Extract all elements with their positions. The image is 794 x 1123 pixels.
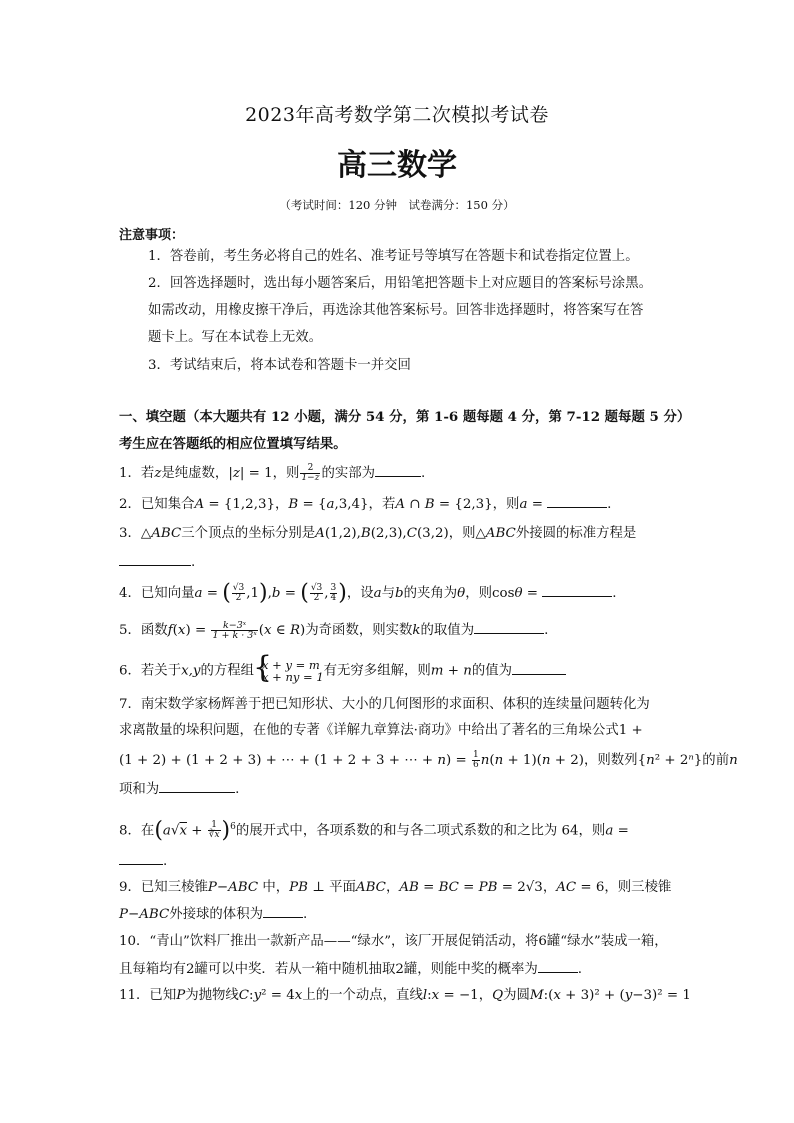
q1-frac-num: 2 (300, 464, 320, 474)
notice-item-3: 3．考试结束后，将本试卷和答题卡一并交回 (148, 358, 411, 373)
q3-text: 三个顶点的坐标分别是 (181, 526, 316, 541)
q3-text: (2,3), (370, 526, 407, 541)
notice-heading: 注意事项： (119, 228, 185, 243)
q6-text: 的方程组 (200, 663, 255, 679)
q5-fraction (211, 621, 257, 640)
exam-info: （考试时间：120 分钟 试卷满分：150 分） (279, 198, 515, 212)
q4-text: ，设 (346, 586, 374, 601)
q7-var: n (494, 753, 504, 768)
question-3 (119, 525, 636, 543)
q1-text: 是纯虚数，| (161, 466, 233, 481)
q3-var: C (406, 526, 417, 541)
q1-var: z (154, 466, 162, 481)
q5-text: ( (258, 623, 264, 638)
q9-var: P−ABC (119, 907, 170, 922)
q2-text: = (527, 497, 548, 512)
q11-text: 上的一个动点，直线 (302, 988, 423, 1003)
q11-text: + 3)² + ( (560, 988, 625, 1003)
q2-var: B (424, 497, 435, 512)
q11-var: x (553, 988, 561, 1003)
q3-text: △ (140, 526, 152, 541)
q2-text: 2．已知集合 (119, 497, 195, 512)
q4-text: = (280, 586, 301, 601)
q9-var: AC (556, 880, 577, 895)
q5-text: ∈ (271, 623, 290, 638)
q7-fraction (472, 751, 480, 770)
q11-text: ² = 4 (261, 988, 295, 1003)
q11-text: = −1， (439, 988, 493, 1003)
exam-title: 2023年高考数学第二次模拟考试卷 (245, 104, 549, 126)
q4-paren: ( (300, 580, 309, 606)
q5-period: . (544, 623, 549, 638)
answer-blank-7[interactable] (159, 780, 235, 793)
q5-var: R (289, 623, 301, 638)
q9-text: = 6，则三棱锥 (576, 880, 672, 895)
q4-frac (232, 584, 245, 603)
q8-sqrt: √ (170, 823, 180, 839)
q8-var: a (605, 823, 614, 839)
q11-text: 为圆 (503, 988, 530, 1003)
q2-text: ,3,4}，若 (334, 497, 396, 512)
q9-text: ⊥ 平面 (308, 880, 356, 895)
q4-text: 4．已知向量 (119, 586, 195, 601)
q6-equation-system (253, 650, 324, 685)
q11-var: P (176, 988, 186, 1003)
q9-var: ABC (355, 880, 386, 895)
q9-var: PB (289, 880, 309, 895)
section-instruction: 考生应在答题纸的相应位置填写结果。 (119, 436, 347, 452)
q8-period: . (163, 854, 168, 869)
q9-text: = (458, 880, 479, 895)
q11-var: x (294, 988, 303, 1003)
q5-text: 的取值为 (420, 623, 475, 638)
answer-blank-3[interactable] (119, 553, 191, 566)
question-11 (119, 987, 691, 1005)
q4-var: b (395, 586, 404, 601)
q11-var: x (431, 988, 440, 1003)
q1-frac-den: 1−z (301, 473, 320, 483)
q9-text: = 2√3， (497, 880, 557, 895)
q3-period: . (191, 555, 196, 570)
q6-text: 有无穷多组解，则 (323, 663, 431, 679)
q7-text: (1 + 2) + (1 + 2 + 3) + ⋯ + (1 + 2 + 3 + ⋯ + (119, 753, 438, 768)
q6-text: + (443, 663, 464, 679)
answer-blank-9[interactable] (263, 905, 303, 918)
q4-text: = (202, 586, 223, 601)
q7-text: ² + 2 (654, 753, 689, 768)
q8-frac-den: ∛x (208, 830, 220, 841)
q1-var: z (232, 466, 240, 481)
notice-item-1: 1．答卷前，考生务必将自己的姓名、准考证号等填写在答题卡和试卷指定位置上。 (148, 249, 639, 264)
q8-text: 8．在 (119, 823, 155, 839)
q2-text: = {1,2,3}， (204, 497, 289, 512)
q4-vector-b: b (271, 586, 281, 601)
q3-var: B (360, 526, 371, 541)
q7-frac-den: 6 (472, 760, 479, 770)
q4-var: θ (457, 586, 466, 601)
q2-var: a (519, 497, 528, 512)
question-7-line-1: 7．南宋数学家杨辉善于把已知形状、大小的几何图形的求面积、体积的连续量问题转化为 (119, 697, 650, 712)
q4-text: ,1 (246, 586, 260, 601)
q11-var: y (624, 988, 633, 1003)
q4-frac (330, 584, 338, 603)
question-7-line-4 (119, 780, 239, 799)
q7-var: n (480, 753, 490, 768)
q7-text: + 1)( (503, 753, 542, 768)
q5-var: x (263, 623, 272, 638)
q1-fraction (300, 464, 320, 483)
q9-var: P−ABC (207, 880, 259, 895)
q11-var: M (529, 988, 544, 1003)
q8-paren: ( (154, 817, 163, 843)
q4-paren: ) (338, 580, 347, 606)
q8-exponent: 6 (230, 822, 236, 832)
question-8-cont (119, 852, 167, 871)
q11-var: C (238, 988, 250, 1003)
q11-var: Q (492, 988, 504, 1003)
q6-var: n (463, 663, 472, 679)
q5-text: ) = (185, 623, 211, 638)
q4-frac-den: 2 (235, 593, 242, 603)
q9-text: 中， (258, 880, 290, 895)
q1-text: | = 1，则 (239, 466, 300, 481)
q7-text: + 2)，则数列{ (550, 753, 647, 768)
answer-blank-10[interactable] (538, 960, 578, 973)
q10-period: . (577, 962, 583, 977)
q2-text: ∩ (405, 497, 425, 512)
q7-text: ( (489, 753, 495, 768)
q11-var: y (253, 988, 262, 1003)
q7-text: }的前 (693, 753, 730, 768)
q8-frac-num: 1 (208, 821, 221, 831)
q5-text: ( (172, 623, 178, 638)
answer-blank-6[interactable] (512, 662, 566, 675)
q8-paren: ) (221, 817, 231, 843)
q3-var: ABC (485, 526, 516, 541)
q6-var: x,y (181, 663, 201, 679)
q6-equation-1: x + y = m (262, 658, 320, 672)
question-4 (119, 580, 617, 606)
q5-text: 5．函数 (119, 623, 168, 638)
q11-text: :( (543, 988, 554, 1003)
q5-var: x (177, 623, 186, 638)
question-10-line-1: 10．“青山”饮料厂推出一款新产品——“绿水”，该厂开展促销活动，将6罐“绿水”装成一箱， (119, 934, 668, 949)
q5-var: k (412, 623, 421, 638)
q4-text: = (522, 586, 543, 601)
answer-blank-1[interactable] (375, 464, 421, 477)
question-2 (119, 495, 611, 514)
q7-var: n (541, 753, 551, 768)
q11-var: l (422, 988, 428, 1003)
q9-var: AB (399, 880, 419, 895)
q4-var: a (373, 586, 382, 601)
q4-text: 与 (381, 586, 396, 601)
question-6 (119, 650, 566, 685)
answer-blank-2[interactable] (547, 495, 607, 508)
q11-text: 为抛物线 (185, 988, 239, 1003)
q8-var: x (179, 823, 187, 839)
q7-var: n (646, 753, 655, 768)
q9-period: . (302, 907, 308, 922)
notice-item-2-cont2: 题卡上。写在本试卷上无效。 (148, 330, 323, 345)
question-7-line-3 (119, 751, 738, 770)
question-1 (119, 464, 425, 483)
q8-text: 的展开式中，各项系数的和与各二项式系数的和之比为 64，则 (235, 823, 606, 839)
notice-item-2-cont: 如需改动，用橡皮擦干净后，再选涂其他答案标号。回答非选择题时，将答案写在答 (148, 303, 644, 318)
question-9-cont (119, 905, 307, 924)
q5-frac-den: 1 + k · 3ˣ (212, 630, 257, 641)
q6-text: 6．若关于 (119, 663, 182, 679)
answer-blank-5[interactable] (474, 621, 544, 634)
q1-text: 的实部为 (321, 466, 376, 481)
q4-text: ，则cos (465, 586, 515, 601)
q7-text: ) = (446, 753, 471, 768)
q4-paren: ( (222, 580, 231, 606)
q4-text: 的夹角为 (403, 586, 458, 601)
exam-subtitle: 高三数学 (337, 148, 457, 183)
q4-comma: , (324, 586, 329, 601)
q2-text: = {2,3}，则 (434, 497, 520, 512)
q7-var: n (729, 753, 738, 768)
q6-brace: { (253, 650, 273, 685)
q2-period: . (607, 497, 612, 512)
q1-period: . (421, 466, 426, 481)
q3-text: (1,2), (324, 526, 361, 541)
q3-var: A (315, 526, 325, 541)
q4-frac-num: √3 (310, 583, 323, 593)
q3-text: 外接圆的标准方程是 (515, 526, 637, 541)
q9-text: ， (385, 880, 400, 895)
question-8 (119, 817, 629, 843)
q6-equation-2: x + ny = 1 (262, 670, 324, 684)
q2-var: B (288, 497, 299, 512)
q4-frac-den: 2 (313, 593, 320, 603)
notice-item-2: 2．回答选择题时，选出每小题答案后，用铅笔把答题卡上对应题目的答案标号涂黑。 (148, 276, 652, 291)
question-5 (119, 621, 548, 640)
q3-text: 3． (119, 526, 141, 541)
q6-var: m (430, 663, 444, 679)
q1-text: 1．若 (119, 466, 155, 481)
answer-blank-8[interactable] (119, 852, 163, 865)
section-title: 一、填空题（本大题共有 12 小题，满分 54 分，第 1-6 题每题 4 分，第 7-12 题每题 5 分） (119, 409, 691, 425)
q4-var: θ (514, 586, 523, 601)
q4-period: . (612, 586, 617, 601)
question-3-cont (119, 553, 195, 572)
q7-var: ⁿ (688, 753, 694, 768)
q10-text: 且每箱均有2罐可以中奖．若从一箱中随机抽取2罐，则能中奖的概率为 (119, 962, 538, 977)
q3-var: ABC (151, 526, 182, 541)
q4-vector-a: a (194, 586, 203, 601)
q9-text: = (418, 880, 439, 895)
q5-var: f (167, 623, 173, 638)
q2-var: A (395, 497, 406, 512)
q2-var: a (326, 497, 335, 512)
q8-text: + (187, 823, 207, 839)
q2-text: = { (298, 497, 327, 512)
q4-frac (310, 584, 323, 603)
q7-period: . (235, 782, 240, 797)
q7-frac-num: 1 (472, 750, 479, 760)
q4-frac-den: 4 (330, 593, 337, 603)
question-10-line-2 (119, 960, 582, 979)
q8-text: = (613, 823, 629, 839)
q3-text: △ (475, 526, 486, 541)
q9-text: 9．已知三棱锥 (119, 880, 208, 895)
q9-text: 外接球的体积为 (169, 907, 263, 922)
q4-text: , (267, 586, 272, 601)
q9-var: PB (478, 880, 498, 895)
q5-text: )为奇函数，则实数 (300, 623, 413, 638)
q9-var: BC (438, 880, 459, 895)
answer-blank-4[interactable] (542, 584, 612, 597)
q7-var: n (437, 753, 447, 768)
q5-frac-num: k−3ˣ (211, 621, 257, 631)
q11-text: : (427, 988, 432, 1003)
q11-text: 11．已知 (119, 988, 177, 1003)
q8-fraction (208, 821, 221, 840)
q4-paren: ) (259, 580, 268, 606)
q8-var: a (162, 823, 171, 839)
question-9 (119, 879, 671, 897)
q11-text: : (249, 988, 254, 1003)
q4-frac-num: 3 (330, 583, 337, 593)
q4-frac-num: √3 (232, 583, 245, 593)
q6-text: 的值为 (471, 663, 512, 679)
question-7-line-2: 求离散量的垛积问题，在他的专著《详解九章算法·商功》中给出了著名的三角垛公式1 + (119, 723, 643, 738)
q11-text: −3)² = 1 (632, 988, 691, 1003)
q7-text: 项和为 (119, 782, 160, 797)
q2-var: A (194, 497, 205, 512)
q3-text: (3,2)，则 (416, 526, 476, 541)
